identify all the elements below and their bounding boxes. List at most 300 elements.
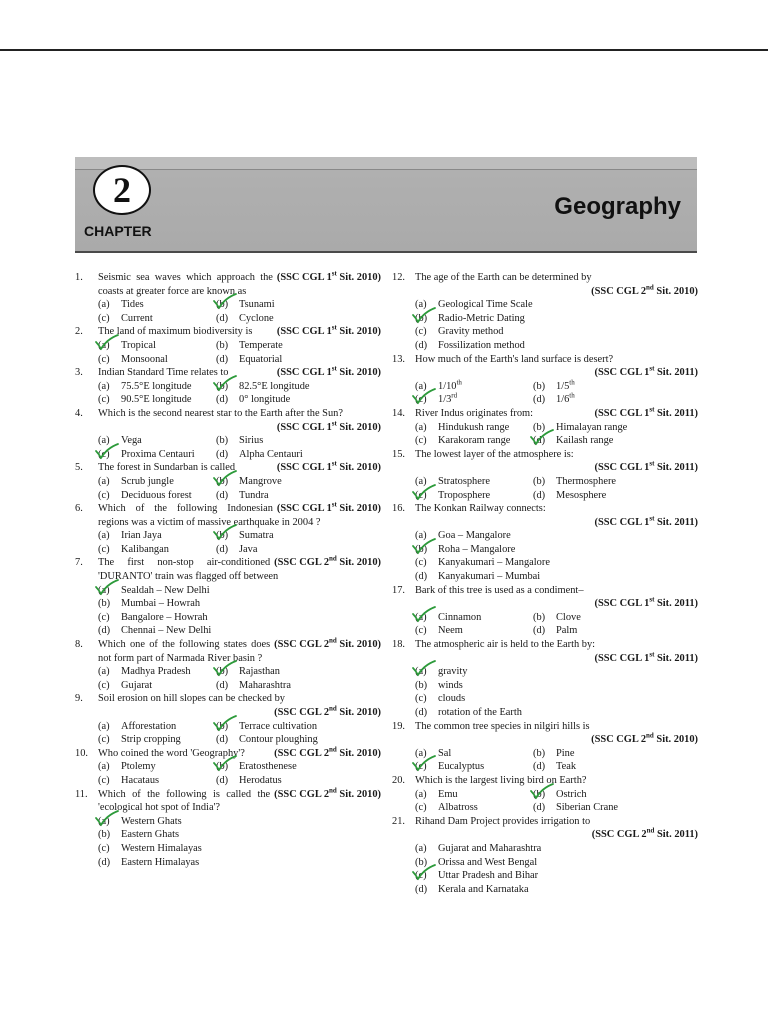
option-letter: (a) bbox=[98, 815, 110, 827]
options-row bbox=[415, 842, 698, 856]
answer-option bbox=[415, 339, 525, 353]
option-text: clouds bbox=[438, 693, 466, 705]
option-letter: (c) bbox=[98, 353, 110, 365]
answer-option bbox=[98, 543, 216, 557]
question-item bbox=[392, 271, 698, 353]
question-item bbox=[392, 774, 698, 815]
answer-option bbox=[216, 448, 334, 462]
option-letter: (d) bbox=[216, 489, 229, 501]
option-text: Vega bbox=[121, 435, 142, 447]
question-item bbox=[392, 502, 698, 584]
option-letter: (c) bbox=[415, 435, 427, 447]
option-letter: (c) bbox=[415, 557, 427, 569]
question-item bbox=[75, 692, 381, 746]
question-item bbox=[75, 556, 381, 638]
question-text: How much of the Earth's land surface is desert? bbox=[415, 353, 614, 365]
option-text: Gujarat bbox=[121, 679, 153, 691]
option-letter: (b) bbox=[216, 720, 229, 732]
option-text: Sal bbox=[438, 747, 452, 759]
option-letter: (a) bbox=[415, 747, 427, 759]
options-block bbox=[415, 421, 698, 448]
exam-source: (SSC CGL 1st Sit. 2011) bbox=[594, 595, 698, 610]
answer-option bbox=[415, 706, 522, 720]
answer-option bbox=[216, 475, 334, 489]
chapter-title: Geography bbox=[554, 193, 681, 220]
option-text: Tropical bbox=[121, 339, 156, 351]
option-text: Clove bbox=[556, 611, 581, 623]
answer-option bbox=[533, 393, 651, 407]
answer-option bbox=[98, 679, 216, 693]
options-block bbox=[98, 760, 381, 787]
question-number: 19. bbox=[392, 720, 405, 732]
option-letter: (b) bbox=[216, 666, 229, 678]
answer-option bbox=[533, 380, 651, 394]
question-item bbox=[75, 366, 381, 407]
question-item bbox=[75, 407, 381, 461]
answer-option bbox=[98, 584, 210, 598]
answer-option bbox=[533, 611, 651, 625]
options-row bbox=[415, 421, 698, 435]
option-letter: (b) bbox=[533, 788, 546, 800]
answer-option bbox=[533, 788, 651, 802]
answer-option bbox=[98, 733, 216, 747]
answer-option bbox=[415, 665, 467, 679]
option-letter: (b) bbox=[98, 829, 111, 841]
question-number: 18. bbox=[392, 639, 405, 651]
option-letter: (a) bbox=[415, 530, 427, 542]
option-text: Equatorial bbox=[239, 353, 283, 365]
answer-option bbox=[98, 760, 216, 774]
option-letter: (c) bbox=[98, 611, 110, 623]
question-item bbox=[392, 353, 698, 407]
answer-option bbox=[533, 747, 651, 761]
answer-option bbox=[415, 869, 538, 883]
option-text: Mumbai – Howrah bbox=[121, 598, 201, 610]
answer-option bbox=[216, 434, 334, 448]
option-text: rotation of the Earth bbox=[438, 707, 522, 718]
chapter-number: 2 bbox=[93, 165, 151, 215]
answer-option bbox=[415, 393, 533, 407]
right-question-column bbox=[392, 271, 698, 896]
option-letter: (c) bbox=[98, 734, 110, 746]
option-text: Kailash range bbox=[556, 435, 614, 447]
answer-option bbox=[98, 842, 202, 856]
question-number: 2. bbox=[75, 326, 83, 338]
options-block bbox=[98, 665, 381, 692]
option-letter: (a) bbox=[98, 666, 110, 678]
question-item bbox=[392, 448, 698, 502]
options-row bbox=[415, 312, 698, 326]
question-text: Rihand Dam Project provides irrigation to bbox=[415, 815, 591, 827]
option-text: Tundra bbox=[239, 489, 269, 501]
exam-source: (SSC CGL 2nd Sit. 2010) bbox=[591, 731, 698, 746]
options-row bbox=[98, 597, 381, 611]
answer-option bbox=[216, 774, 334, 788]
option-text: Scrub jungle bbox=[121, 475, 174, 487]
option-letter: (a) bbox=[98, 299, 110, 311]
option-text: Strip cropping bbox=[121, 734, 181, 746]
option-letter: (d) bbox=[216, 679, 229, 691]
option-text: Hacataus bbox=[121, 774, 160, 786]
options-row bbox=[415, 760, 698, 774]
question-text: Which is the largest living bird on Earth? bbox=[415, 774, 587, 786]
option-letter: (d) bbox=[533, 394, 546, 406]
option-text: Eratosthenese bbox=[239, 761, 297, 773]
question-item bbox=[75, 325, 381, 366]
options-row bbox=[415, 747, 698, 761]
option-letter: (c) bbox=[98, 842, 110, 854]
options-row bbox=[415, 801, 698, 815]
option-text: Goa – Mangalore bbox=[438, 530, 511, 542]
answer-option bbox=[216, 720, 334, 734]
options-block bbox=[415, 475, 698, 502]
option-letter: (b) bbox=[415, 679, 428, 691]
exam-source: (SSC CGL 1st Sit. 2010) bbox=[276, 419, 381, 433]
option-letter: (d) bbox=[216, 543, 229, 555]
options-block bbox=[415, 529, 698, 583]
option-text: Herodatus bbox=[239, 774, 282, 786]
option-letter: (b) bbox=[415, 543, 428, 555]
option-letter: (b) bbox=[533, 747, 546, 759]
options-block bbox=[415, 665, 698, 719]
options-block bbox=[98, 298, 381, 325]
question-text: The Konkan Railway connects: bbox=[415, 503, 546, 515]
answer-option bbox=[415, 856, 537, 870]
options-row bbox=[415, 788, 698, 802]
option-letter: (c) bbox=[415, 693, 427, 705]
options-row bbox=[415, 692, 698, 706]
option-text: Karakoram range bbox=[438, 435, 511, 447]
exam-source: (SSC CGL 2nd Sit. 2011) bbox=[591, 826, 698, 841]
options-row bbox=[415, 380, 698, 394]
option-letter: (b) bbox=[216, 530, 229, 542]
option-text: Emu bbox=[438, 788, 458, 800]
question-number: 8. bbox=[75, 639, 83, 651]
answer-option bbox=[415, 692, 465, 706]
answer-option bbox=[98, 393, 216, 407]
answer-option bbox=[415, 421, 533, 435]
option-letter: (c) bbox=[98, 448, 110, 460]
options-row bbox=[98, 733, 381, 747]
option-letter: (a) bbox=[98, 339, 110, 351]
question-text: (SSC CGL 2nd Sit. 2010) The first non-stop air-conditioned 'DURANTO' train was flagged off between bbox=[98, 555, 381, 583]
answer-option bbox=[415, 624, 533, 638]
option-letter: (b) bbox=[216, 299, 229, 311]
option-text: Terrace cultivation bbox=[239, 720, 318, 732]
option-text: Bangalore – Howrah bbox=[121, 611, 208, 623]
option-text: Sealdah – New Delhi bbox=[121, 584, 210, 596]
answer-option bbox=[98, 448, 216, 462]
answer-option bbox=[216, 312, 334, 326]
question-text: (SSC CGL 1st Sit. 2011) River Indus originates from: bbox=[415, 405, 698, 419]
options-row bbox=[98, 298, 381, 312]
option-text: 75.5°E longitude bbox=[121, 380, 192, 392]
option-letter: (d) bbox=[216, 353, 229, 365]
answer-option bbox=[415, 679, 463, 693]
option-text: Thermosphere bbox=[556, 475, 617, 487]
answer-option bbox=[415, 611, 533, 625]
option-letter: (a) bbox=[98, 380, 110, 392]
answer-option bbox=[216, 380, 334, 394]
option-text: Tsunami bbox=[239, 299, 275, 311]
answer-option bbox=[415, 760, 533, 774]
chapter-banner bbox=[75, 157, 697, 253]
option-text: Roha – Mangalore bbox=[438, 543, 516, 555]
left-question-column bbox=[75, 271, 381, 869]
question-number: 10. bbox=[75, 747, 88, 759]
answer-option bbox=[415, 529, 511, 543]
options-block bbox=[98, 584, 381, 638]
answer-option bbox=[98, 339, 216, 353]
question-text: The atmospheric air is held to the Earth by: bbox=[415, 639, 596, 651]
option-letter: (a) bbox=[415, 380, 427, 392]
answer-option bbox=[98, 665, 216, 679]
option-letter: (a) bbox=[98, 475, 110, 487]
question-number: 11. bbox=[75, 788, 88, 800]
option-letter: (c) bbox=[98, 543, 110, 555]
option-text: Ostrich bbox=[556, 788, 587, 800]
option-text: Mangrove bbox=[239, 475, 282, 487]
option-letter: (b) bbox=[216, 435, 229, 447]
option-text: Stratosphere bbox=[438, 475, 490, 487]
options-row bbox=[98, 828, 381, 842]
question-text: (SSC CGL 1st Sit. 2010) Seismic sea waves which approach the coasts at greater force are known as bbox=[98, 269, 381, 297]
answer-option bbox=[98, 475, 216, 489]
option-text: Chennai – New Delhi bbox=[121, 625, 212, 637]
options-row bbox=[415, 679, 698, 693]
answer-option bbox=[216, 733, 334, 747]
answer-option bbox=[415, 788, 533, 802]
option-letter: (a) bbox=[98, 720, 110, 732]
options-row bbox=[415, 706, 698, 720]
question-item bbox=[392, 720, 698, 774]
option-text: Java bbox=[239, 543, 258, 555]
question-number: 4. bbox=[75, 407, 83, 419]
option-text: Kanyakumari – Mumbai bbox=[438, 571, 541, 583]
exam-source: (SSC CGL 1st Sit. 2011) bbox=[594, 650, 698, 664]
answer-option bbox=[216, 339, 334, 353]
options-row bbox=[98, 679, 381, 693]
options-block bbox=[98, 380, 381, 407]
options-row bbox=[415, 475, 698, 489]
option-text: Troposphere bbox=[438, 489, 491, 501]
answer-option bbox=[98, 489, 216, 503]
answer-option bbox=[533, 421, 651, 435]
answer-option bbox=[98, 312, 216, 326]
option-text: Orissa and West Bengal bbox=[438, 856, 538, 868]
options-row bbox=[415, 434, 698, 448]
answer-option bbox=[415, 883, 529, 897]
answer-option bbox=[533, 489, 651, 503]
question-text: (SSC CGL 1st Sit. 2010) Which of the following Indonesian regions was a victim of massive earthquake in 2004 ? bbox=[98, 500, 381, 528]
options-row bbox=[415, 489, 698, 503]
option-text: winds bbox=[438, 679, 463, 691]
answer-option bbox=[415, 380, 533, 394]
answer-option bbox=[533, 475, 651, 489]
option-text: Eucalyptus bbox=[438, 761, 485, 773]
question-number: 6. bbox=[75, 503, 83, 515]
exam-source: (SSC CGL 2nd Sit. 2010) bbox=[591, 283, 698, 297]
answer-option bbox=[98, 624, 211, 638]
option-letter: (a) bbox=[415, 299, 427, 311]
answer-option bbox=[216, 760, 334, 774]
options-row bbox=[98, 815, 381, 829]
exam-source: (SSC CGL 1st Sit. 2010) bbox=[276, 269, 381, 283]
option-text: Western Himalayas bbox=[121, 842, 202, 854]
question-item bbox=[75, 502, 381, 556]
options-row bbox=[98, 584, 381, 598]
question-number: 13. bbox=[392, 353, 405, 365]
answer-option bbox=[415, 434, 533, 448]
option-letter: (d) bbox=[216, 448, 229, 460]
answer-option bbox=[98, 856, 199, 870]
answer-option bbox=[98, 774, 216, 788]
options-row bbox=[415, 393, 698, 407]
option-letter: (c) bbox=[415, 761, 427, 773]
option-letter: (c) bbox=[98, 774, 110, 786]
option-letter: (d) bbox=[216, 734, 229, 746]
option-letter: (d) bbox=[415, 883, 428, 895]
exam-source: (SSC CGL 1st Sit. 2010) bbox=[276, 459, 381, 474]
option-letter: (d) bbox=[216, 312, 229, 324]
options-block bbox=[415, 380, 698, 407]
question-text: The age of the Earth can be determined by bbox=[415, 272, 592, 283]
question-text: Soil erosion on hill slopes can be checked by bbox=[98, 693, 285, 705]
question-text: (SSC CGL 2nd Sit. 2010) Which one of the following states does not form part of Narmada River basin ? bbox=[98, 636, 381, 664]
question-text: (SSC CGL 1st Sit. 2010) Indian Standard Time relates to bbox=[98, 364, 381, 379]
options-row bbox=[98, 353, 381, 367]
option-letter: (a) bbox=[98, 530, 110, 542]
question-item bbox=[75, 461, 381, 502]
options-block bbox=[98, 720, 381, 747]
question-item bbox=[392, 407, 698, 448]
option-letter: (d) bbox=[98, 625, 111, 637]
option-text: gravity bbox=[438, 666, 468, 678]
option-letter: (b) bbox=[533, 421, 546, 433]
option-letter: (a) bbox=[415, 421, 427, 433]
options-row bbox=[98, 856, 381, 870]
option-text: Himalayan range bbox=[556, 421, 628, 433]
option-letter: (b) bbox=[98, 598, 111, 610]
option-text: Madhya Pradesh bbox=[121, 666, 191, 678]
options-row bbox=[98, 434, 381, 448]
answer-option bbox=[533, 801, 651, 815]
options-block bbox=[415, 611, 698, 638]
options-row bbox=[98, 393, 381, 407]
answer-option bbox=[216, 665, 334, 679]
options-row bbox=[98, 475, 381, 489]
option-text: 1/5th bbox=[556, 378, 575, 392]
question-number: 3. bbox=[75, 367, 83, 379]
question-item bbox=[75, 271, 381, 325]
options-block bbox=[98, 815, 381, 869]
option-text: 0° longitude bbox=[239, 394, 291, 406]
options-row bbox=[98, 543, 381, 557]
option-letter: (c) bbox=[415, 489, 427, 501]
answer-option bbox=[415, 489, 533, 503]
options-row bbox=[415, 325, 698, 339]
question-item bbox=[75, 638, 381, 692]
option-letter: (d) bbox=[216, 394, 229, 406]
option-text: 1/6th bbox=[556, 391, 575, 406]
option-text: Mesosphere bbox=[556, 489, 607, 501]
option-text: Rajasthan bbox=[239, 666, 280, 678]
options-row bbox=[415, 543, 698, 557]
option-text: Palm bbox=[556, 625, 578, 637]
option-text: Siberian Crane bbox=[556, 802, 619, 814]
question-text: (SSC CGL 2nd Sit. 2010) Who coined the word 'Geography'? bbox=[98, 745, 381, 759]
option-text: Eastern Ghats bbox=[121, 829, 179, 841]
options-row bbox=[98, 448, 381, 462]
question-number: 12. bbox=[392, 272, 405, 283]
option-text: Alpha Centauri bbox=[239, 448, 303, 460]
question-number: 15. bbox=[392, 448, 405, 460]
answer-option bbox=[98, 353, 216, 367]
option-letter: (b) bbox=[415, 856, 428, 868]
question-text: (SSC CGL 1st Sit. 2010) The land of maximum biodiversity is bbox=[98, 323, 381, 338]
option-text: Contour ploughing bbox=[239, 734, 318, 746]
option-letter: (c) bbox=[415, 326, 427, 338]
option-letter: (a) bbox=[415, 666, 427, 678]
options-row bbox=[415, 624, 698, 638]
option-text: Sumatra bbox=[239, 530, 274, 542]
answer-option bbox=[98, 611, 208, 625]
options-block bbox=[415, 842, 698, 896]
option-letter: (a) bbox=[415, 842, 427, 854]
option-text: Geological Time Scale bbox=[438, 299, 533, 311]
options-block bbox=[98, 434, 381, 461]
exam-source: (SSC CGL 1st Sit. 2011) bbox=[594, 405, 698, 419]
exam-source: (SSC CGL 1st Sit. 2011) bbox=[594, 514, 698, 528]
options-row bbox=[98, 380, 381, 394]
answer-option bbox=[98, 298, 216, 312]
answer-option bbox=[216, 543, 334, 557]
option-text: Cinnamon bbox=[438, 611, 482, 623]
option-letter: (a) bbox=[98, 761, 110, 773]
question-number: 5. bbox=[75, 462, 83, 474]
option-text: Afforestation bbox=[121, 720, 177, 732]
options-row bbox=[98, 312, 381, 326]
chapter-label: CHAPTER bbox=[84, 223, 152, 239]
answer-option bbox=[216, 393, 334, 407]
question-text: (SSC CGL 2nd Sit. 2010) Which of the following is called the 'ecological hot spot of India'? bbox=[98, 786, 381, 814]
options-row bbox=[98, 720, 381, 734]
option-letter: (c) bbox=[415, 870, 427, 882]
option-text: Deciduous forest bbox=[121, 489, 192, 501]
question-text: Bark of this tree is used as a condiment– bbox=[415, 584, 584, 596]
answer-option bbox=[415, 747, 533, 761]
exam-source: (SSC CGL 2nd Sit. 2010) bbox=[274, 555, 381, 569]
answer-option bbox=[98, 815, 182, 829]
options-row bbox=[98, 842, 381, 856]
option-letter: (b) bbox=[216, 339, 229, 351]
option-letter: (a) bbox=[98, 435, 110, 447]
option-letter: (c) bbox=[415, 802, 427, 814]
option-letter: (d) bbox=[533, 625, 546, 637]
option-letter: (a) bbox=[415, 611, 427, 623]
answer-option bbox=[98, 529, 216, 543]
option-text: Temperate bbox=[239, 339, 283, 351]
answer-option bbox=[415, 556, 550, 570]
option-letter: (d) bbox=[415, 339, 428, 351]
option-text: 1/10th bbox=[438, 378, 462, 392]
option-text: Proxima Centauri bbox=[121, 448, 195, 460]
answer-option bbox=[216, 679, 334, 693]
exam-source: (SSC CGL 2nd Sit. 2010) bbox=[274, 636, 381, 651]
option-text: Western Ghats bbox=[121, 815, 182, 827]
option-letter: (b) bbox=[216, 761, 229, 773]
top-rule bbox=[0, 49, 768, 51]
